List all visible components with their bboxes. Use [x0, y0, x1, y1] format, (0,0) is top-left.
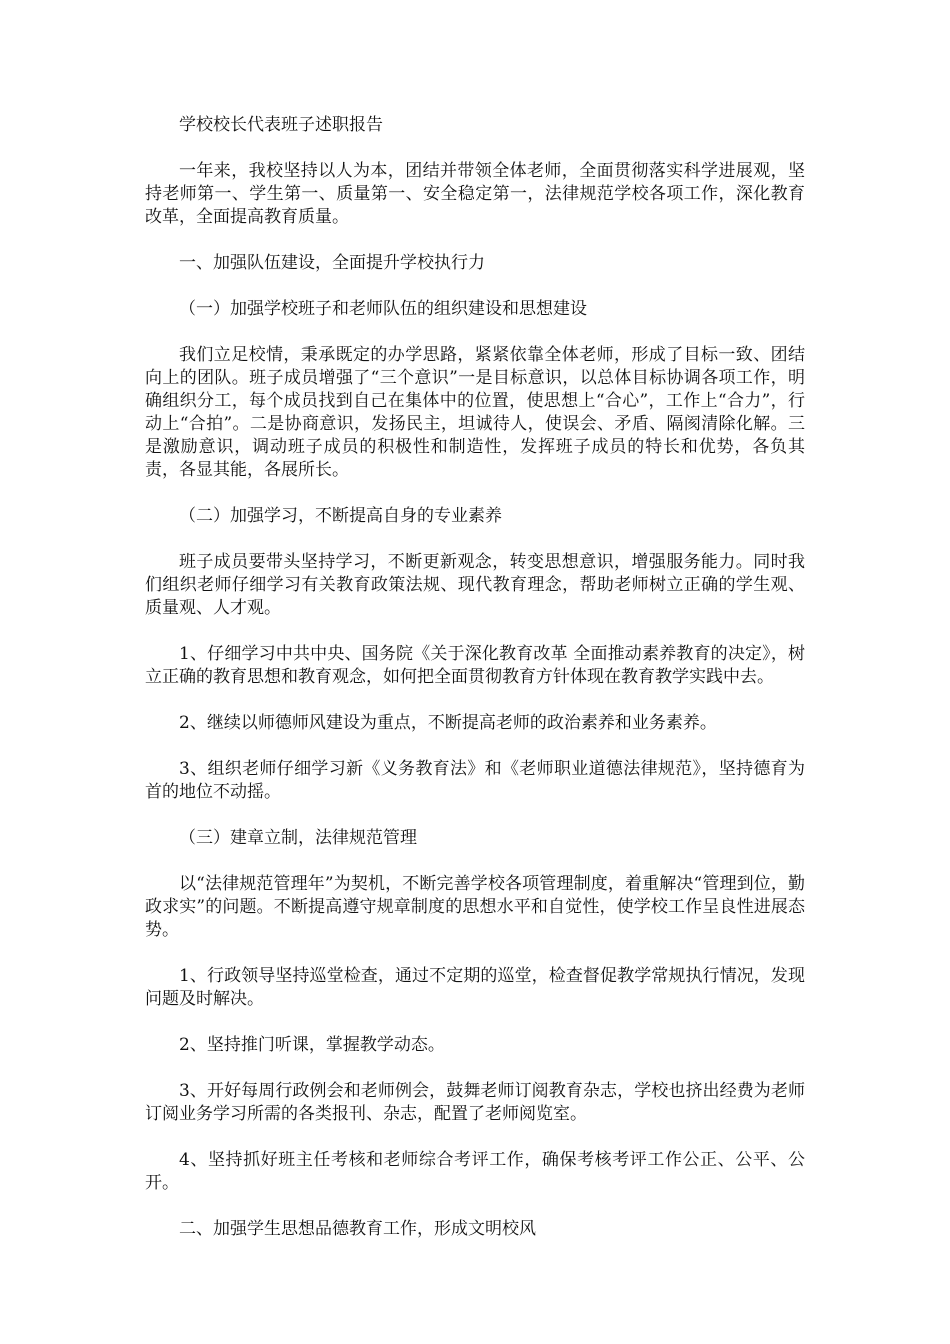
list-item-management-1: 1、行政领导坚持巡堂检查，通过不定期的巡堂，检查督促教学常规执行情况，发现问题及时解决。: [145, 966, 805, 1009]
subsection-heading-1-1: （一）加强学校班子和老师队伍的组织建设和思想建设: [179, 299, 587, 319]
section-heading-2: 二、加强学生思想品德教育工作，形成文明校风: [179, 1219, 536, 1239]
list-item-management-3: 3、开好每周行政例会和老师例会，鼓舞老师订阅教育杂志，学校也挤出经费为老师订阅业务学习所需的各类报刊、杂志，配置了老师阅览室。: [145, 1081, 805, 1124]
paragraph-study: 班子成员要带头坚持学习，不断更新观念，转变思想意识，增强服务能力。同时我们组织老师仔细学习有关教育政策法规、现代教育理念，帮助老师树立正确的学生观、质量观、人才观。: [145, 552, 805, 618]
list-item-study-1: 1、仔细学习中共中央、国务院《关于深化教育改革 全面推动素养教育的决定》，树立正确的教育思想和教育观念，如何把全面贯彻教育方针体现在教育教学实践中去。: [145, 644, 805, 687]
paragraph-intro: 一年来，我校坚持以人为本，团结并带领全体老师，全面贯彻落实科学进展观，坚持老师第一、学生第一、质量第一、安全稳定第一，法律规范学校各项工作，深化教育改革，全面提高教育质量。: [145, 161, 805, 227]
list-item-study-2: 2、继续以师德师风建设为重点，不断提高老师的政治素养和业务素养。: [179, 713, 717, 733]
list-item-management-2: 2、坚持推门听课，掌握教学动态。: [179, 1035, 445, 1055]
subsection-heading-1-2: （二）加强学习，不断提高自身的专业素养: [179, 506, 502, 526]
list-item-study-3: 3、组织老师仔细学习新《义务教育法》和《老师职业道德法律规范》，坚持德育为首的地位不动摇。: [145, 759, 805, 802]
section-heading-1: 一、加强队伍建设，全面提升学校执行力: [179, 253, 485, 273]
paragraph-team: 我们立足校情，秉承既定的办学思路，紧紧依靠全体老师，形成了目标一致、团结向上的团队。班子成员增强了“三个意识”一是目标意识，以总体目标协调各项工作，明确组织分工，每个成员找到自己在集体中的位置，使思想上“合心”，工作上“合力”，行动上“合拍”。二是协商意识，发扬民主，坦诚待人，使误会、矛盾、隔阂清除化解。三是激励意识，调动班子成员的积极性和制造性，发挥班子成员的特长和优势，各负其责，各显其能，各展所长。: [145, 345, 805, 480]
paragraph-management: 以“法律规范管理年”为契机，不断完善学校各项管理制度，着重解决“管理到位，勤政求实”的问题。不断提高遵守规章制度的思想水平和自觉性，使学校工作呈良性进展态势。: [145, 874, 805, 940]
subsection-heading-1-3: （三）建章立制，法律规范管理: [179, 828, 417, 848]
list-item-management-4: 4、坚持抓好班主任考核和老师综合考评工作，确保考核考评工作公正、公平、公开。: [145, 1150, 805, 1193]
document-title: 学校校长代表班子述职报告: [179, 115, 383, 135]
